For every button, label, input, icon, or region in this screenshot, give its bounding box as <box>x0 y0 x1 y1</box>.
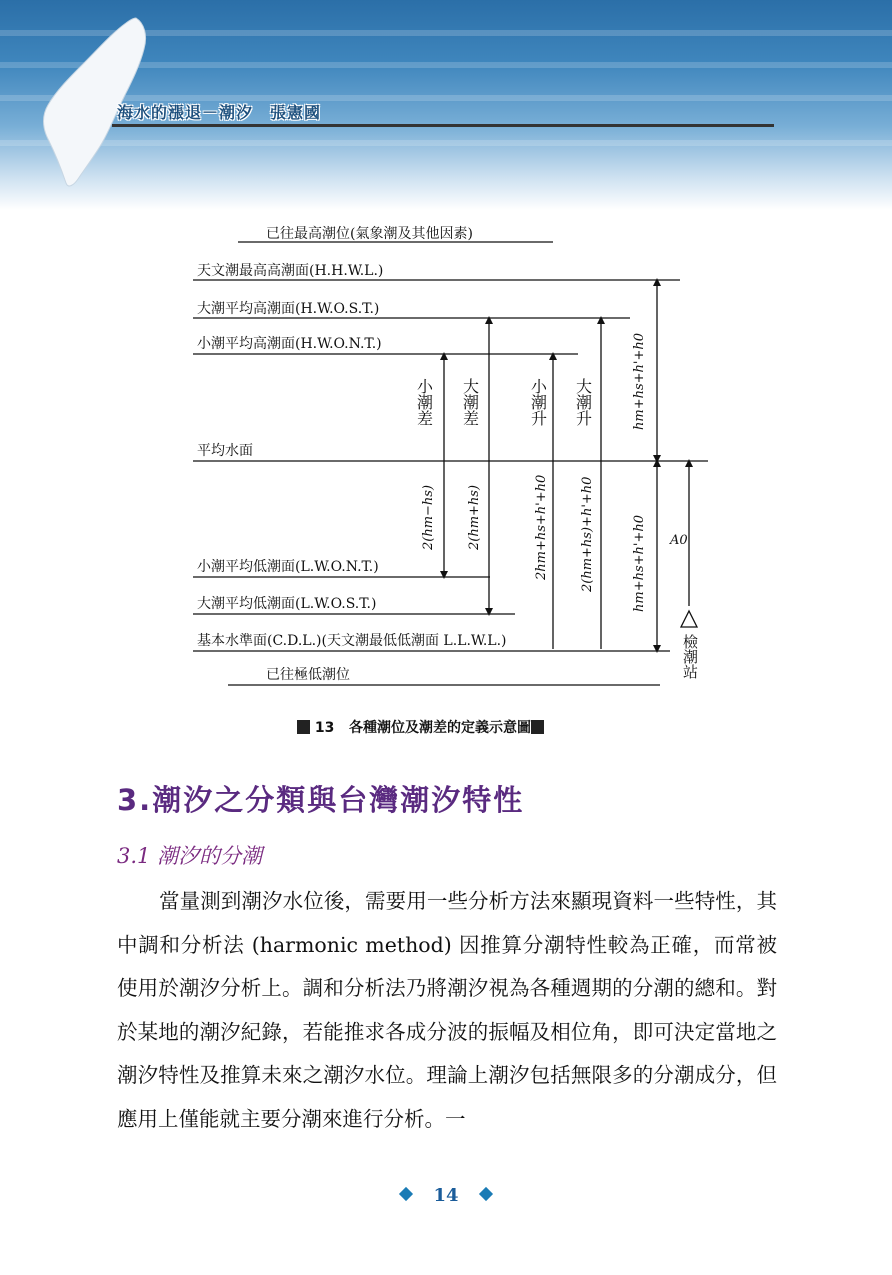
label-lwont: 小潮平均低潮面(L.W.O.N.T.) <box>197 559 379 575</box>
label-hwost: 大潮平均高潮面(H.W.O.S.T.) <box>197 301 380 317</box>
formula-a0: A0 <box>670 533 688 548</box>
body-text <box>117 880 777 1141</box>
label-lwost: 大潮平均低潮面(L.W.O.S.T.) <box>197 596 377 612</box>
formula-upper-total: hm+hs+h'+h0 <box>632 332 647 430</box>
formula-neap-rise: 2hm+hs+h'+h0 <box>534 474 549 580</box>
caption-square-icon <box>297 720 310 734</box>
page-footer <box>0 1185 892 1206</box>
label-spring-range: 大潮差 <box>460 378 480 426</box>
label-msl: 平均水面 <box>197 443 253 459</box>
label-neap-range: 小潮差 <box>414 378 434 426</box>
caption-end-square-icon <box>531 720 544 734</box>
diamond-right-icon <box>478 1187 492 1201</box>
label-cdl: 基本水準面(C.D.L.)(天文潮最低低潮面 L.L.W.L.) <box>197 633 507 649</box>
formula-neap-range: 2(hm−hs) <box>421 484 436 550</box>
caption-number: 13 <box>314 720 335 736</box>
label-gauge: 檢潮站 <box>681 634 699 679</box>
label-record-high: 已往最高潮位(氣象潮及其他因素) <box>266 226 473 242</box>
formula-spring-range: 2(hm+hs) <box>467 484 482 550</box>
label-hhwl: 天文潮最高高潮面(H.H.W.L.) <box>197 263 384 279</box>
diamond-left-icon <box>399 1187 413 1201</box>
subsection-title: 3.1 潮汐的分潮 <box>117 844 263 868</box>
caption-text: 各種潮位及潮差的定義示意圖 <box>348 720 531 736</box>
label-neap-rise: 小潮升 <box>528 378 548 426</box>
gauge-triangle-icon <box>681 611 697 627</box>
label-spring-rise: 大潮升 <box>573 378 593 426</box>
formula-spring-rise: 2(hm+hs)+h'+h0 <box>580 476 595 592</box>
section-title: 3.潮汐之分類與台灣潮汐特性 <box>117 783 525 817</box>
header-title: 海水的漲退－潮汐 張憲國 <box>117 103 322 122</box>
page-number: 14 <box>433 1185 459 1206</box>
label-hwont: 小潮平均高潮面(H.W.O.N.T.) <box>197 336 382 352</box>
label-record-low: 已往極低潮位 <box>266 667 350 683</box>
body-paragraph: 當量測到潮汐水位後，需要用一些分析方法來顯現資料一些特性，其中調和分析法 (harmonic method) 因推算分潮特性較為正確，而常被使用於潮汐分析上。調和分析法乃將潮汐視為各種週期的分潮的總和。對於某地的潮汐紀錄，若能推求各成分波的振幅及相位角，即可決定當地之潮汐特性及推算未來之潮汐水位。理論上潮汐包括無限多的分潮成分，但應用上僅能就主要分潮來進行分析。一 <box>117 889 777 1131</box>
figure-caption <box>297 717 544 737</box>
formula-lower-total: hm+hs+h'+h0 <box>632 514 647 612</box>
